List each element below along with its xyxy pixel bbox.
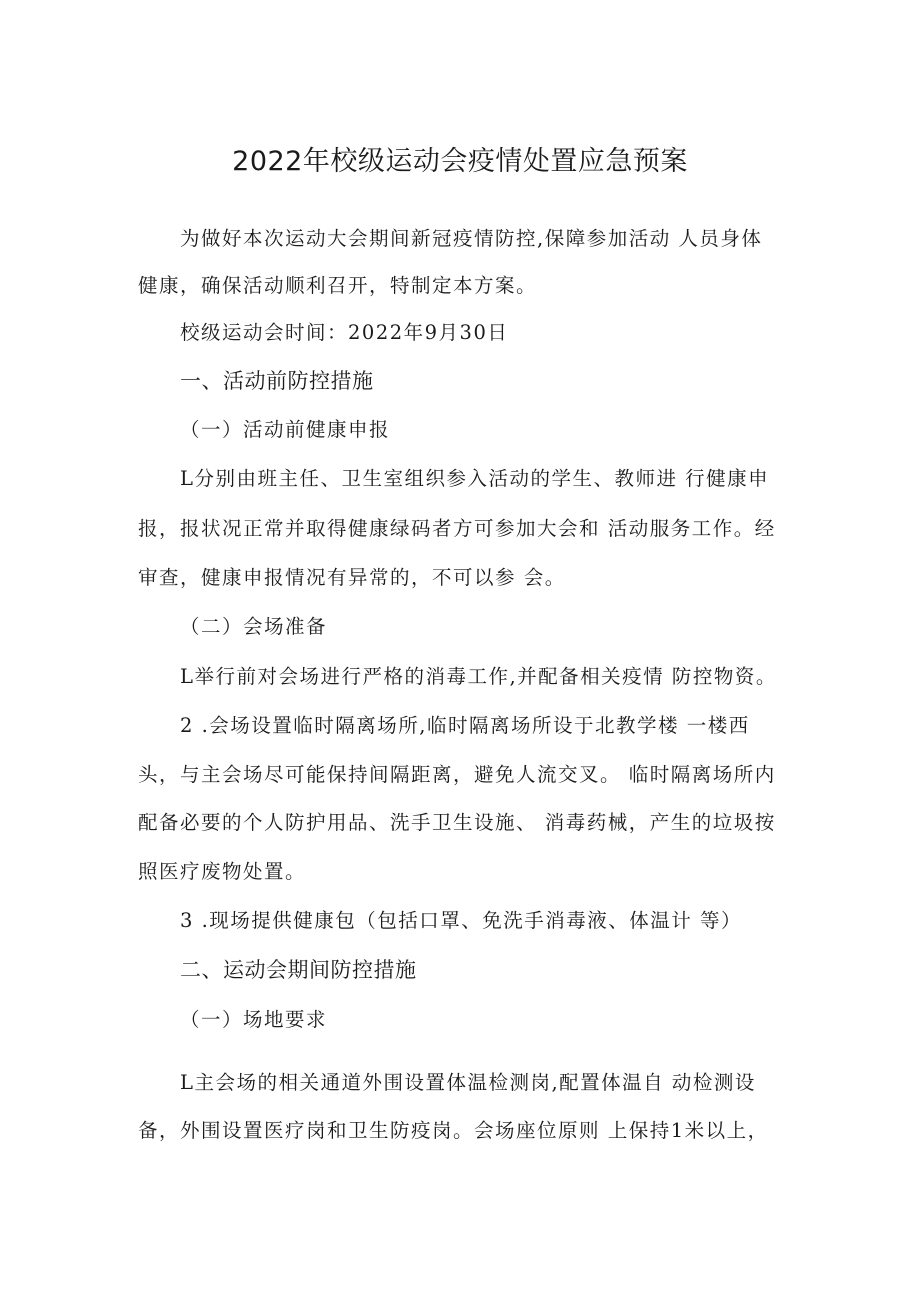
paragraph-line: 健康，确保活动顺利召开，特制定本方案。 (138, 274, 538, 297)
paragraph-line: 头，与主会场尽可能保持间隔距离，避免人流交叉。 临时隔离场所内 (138, 763, 776, 786)
subsection-heading: （二）会场准备 (180, 615, 328, 638)
event-date-line: 校级运动会时间：2022年9月30日 (180, 321, 509, 344)
paragraph-line: 报，报状况正常并取得健康绿码者方可参加大会和 活动服务工作。经 (138, 517, 776, 540)
document-title: 2022年校级运动会疫情处置应急预案 (232, 146, 688, 177)
paragraph-line: 2 .会场设置临时隔离场所,临时隔离场所设于北教学楼 一楼西 (180, 714, 750, 737)
section-heading: 二、运动会期间防控措施 (180, 958, 417, 982)
paragraph-line: 3 .现场提供健康包（包括口罩、免洗手消毒液、体温计 等） (180, 909, 743, 932)
paragraph-line: L主会场的相关通道外围设置体温检测岗,配置体温自 动检测设 (180, 1071, 756, 1094)
section-heading: 一、活动前防控措施 (180, 369, 374, 393)
paragraph-line: L举行前对会场进行严格的消毒工作,并配备相关疫情 防控物资。 (180, 665, 777, 688)
paragraph-line: 为做好本次运动大会期间新冠疫情防控,保障参加活动 人员身体 (180, 227, 763, 250)
subsection-heading: （一）活动前健康申报 (180, 418, 391, 441)
paragraph-line: 配备必要的个人防护用品、洗手卫生设施、 消毒药械，产生的垃圾按 (138, 811, 776, 834)
paragraph-line: L分别由班主任、卫生室组织参入活动的学生、教师进 行健康申 (180, 467, 770, 490)
subsection-heading: （一）场地要求 (180, 1008, 328, 1031)
paragraph-line: 照医疗废物处置。 (138, 860, 307, 883)
paragraph-line: 审查，健康申报情况有异常的，不可以参 会。 (138, 566, 566, 589)
paragraph-line: 备，外围设置医疗岗和卫生防疫岗。会场座位原则 上保持1米以上， (138, 1119, 769, 1142)
